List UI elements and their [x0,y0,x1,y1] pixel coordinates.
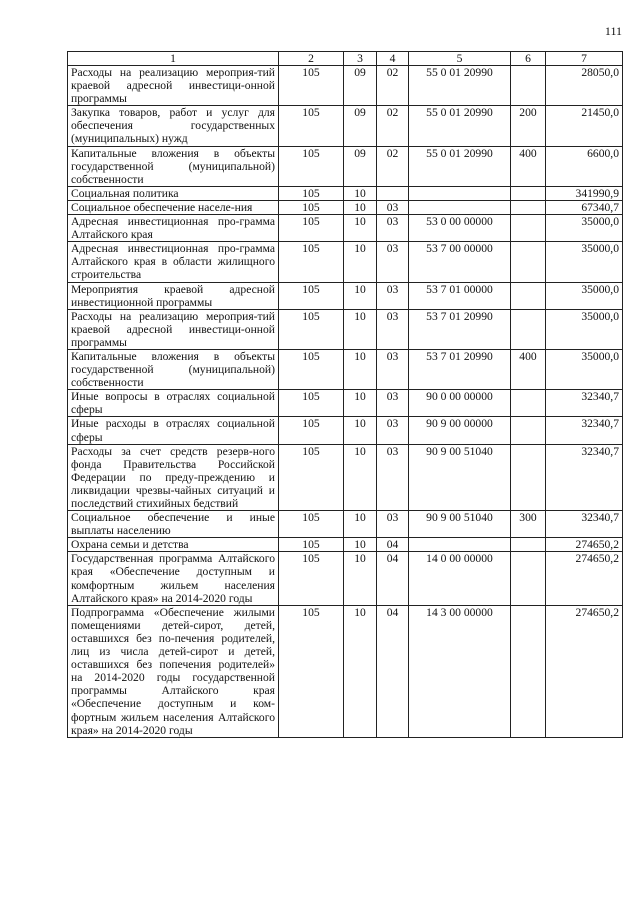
article-code-cell: 55 0 01 20990 [409,146,511,186]
subsection-code-cell: 03 [377,390,409,417]
subsection-code-cell: 04 [377,538,409,552]
table-row [68,282,623,309]
subsection-code-cell: 04 [377,552,409,605]
section-code-cell: 10 [344,186,377,200]
ministry-code-cell: 105 [279,349,344,389]
section-code-cell: 09 [344,66,377,106]
article-code-cell: 90 9 00 51040 [409,511,511,538]
section-code-cell: 10 [344,200,377,214]
article-code-cell: 53 7 01 20990 [409,309,511,349]
section-code-cell: 10 [344,309,377,349]
expense-type-cell [511,215,546,242]
ministry-code-cell: 105 [279,538,344,552]
article-code-cell: 53 7 01 20990 [409,349,511,389]
article-code-cell [409,538,511,552]
subsection-code-cell: 02 [377,66,409,106]
section-code-cell: 10 [344,215,377,242]
row-name-cell: Расходы на реализацию мероприя-тий краевой адресной инвестици-онной программы [68,309,279,349]
amount-cell: 35000,0 [546,215,623,242]
table-row [68,186,623,200]
expense-type-cell [511,66,546,106]
amount-cell: 32340,7 [546,390,623,417]
ministry-code-cell: 105 [279,215,344,242]
article-code-cell: 53 0 00 00000 [409,215,511,242]
section-code-cell: 10 [344,538,377,552]
subsection-code-cell: 04 [377,605,409,737]
subsection-code-cell [377,186,409,200]
section-code-cell: 09 [344,106,377,146]
ministry-code-cell: 105 [279,511,344,538]
amount-cell: 32340,7 [546,417,623,444]
row-name-cell: Государственная программа Алтайского края «Обеспечение доступным и комфортным жильем населения Алтайского края» на 2014-2020 годы [68,552,279,605]
table-row [68,309,623,349]
ministry-code-cell: 105 [279,200,344,214]
column-header: 3 [344,52,377,66]
section-code-cell: 10 [344,605,377,737]
column-header: 4 [377,52,409,66]
row-name-cell: Расходы за счет средств резерв-ного фонда Правительства Российской Федерации по преду-преждению и ликвидации чрезвы-чайных ситуаций и последствий стихийных бедствий [68,444,279,510]
header-row [68,52,623,66]
amount-cell: 35000,0 [546,309,623,349]
ministry-code-cell: 105 [279,552,344,605]
ministry-code-cell: 105 [279,417,344,444]
row-name-cell: Капитальные вложения в объекты государственной (муниципальной) собственности [68,349,279,389]
article-code-cell: 14 0 00 00000 [409,552,511,605]
table-row [68,106,623,146]
expense-type-cell: 300 [511,511,546,538]
section-code-cell: 09 [344,146,377,186]
subsection-code-cell: 03 [377,349,409,389]
expense-type-cell [511,552,546,605]
column-header: 1 [68,52,279,66]
expense-type-cell [511,282,546,309]
article-code-cell: 90 0 00 00000 [409,390,511,417]
article-code-cell: 53 7 00 00000 [409,242,511,282]
expense-type-cell [511,417,546,444]
ministry-code-cell: 105 [279,444,344,510]
row-name-cell: Охрана семьи и детства [68,538,279,552]
table-row [68,511,623,538]
amount-cell: 35000,0 [546,242,623,282]
section-code-cell: 10 [344,552,377,605]
amount-cell: 35000,0 [546,282,623,309]
article-code-cell: 55 0 01 20990 [409,106,511,146]
article-code-cell: 90 9 00 51040 [409,444,511,510]
amount-cell: 21450,0 [546,106,623,146]
row-name-cell: Капитальные вложения в объекты государственной (муниципальной) собственности [68,146,279,186]
subsection-code-cell: 02 [377,146,409,186]
row-name-cell: Расходы на реализацию мероприя-тий краевой адресной инвестици-онной программы [68,66,279,106]
ministry-code-cell: 105 [279,282,344,309]
expense-type-cell [511,444,546,510]
expense-type-cell [511,186,546,200]
expense-type-cell [511,390,546,417]
expense-type-cell: 400 [511,146,546,186]
article-code-cell [409,186,511,200]
row-name-cell: Социальное обеспечение и иные выплаты населению [68,511,279,538]
amount-cell: 32340,7 [546,511,623,538]
row-name-cell: Закупка товаров, работ и услуг для обеспечения государственных (муниципальных) нужд [68,106,279,146]
ministry-code-cell: 105 [279,186,344,200]
amount-cell: 6600,0 [546,146,623,186]
section-code-cell: 10 [344,511,377,538]
expense-type-cell [511,309,546,349]
expense-type-cell [511,605,546,737]
subsection-code-cell: 03 [377,242,409,282]
subsection-code-cell: 03 [377,215,409,242]
expense-type-cell: 200 [511,106,546,146]
row-name-cell: Социальное обеспечение населе-ния [68,200,279,214]
row-name-cell: Иные вопросы в отраслях социальной сферы [68,390,279,417]
ministry-code-cell: 105 [279,146,344,186]
table-row [68,390,623,417]
article-code-cell [409,200,511,214]
subsection-code-cell: 03 [377,417,409,444]
column-header: 2 [279,52,344,66]
subsection-code-cell: 03 [377,200,409,214]
subsection-code-cell: 03 [377,309,409,349]
section-code-cell: 10 [344,444,377,510]
subsection-code-cell: 02 [377,106,409,146]
row-name-cell: Социальная политика [68,186,279,200]
expense-type-cell [511,242,546,282]
table-row [68,146,623,186]
article-code-cell: 14 3 00 00000 [409,605,511,737]
ministry-code-cell: 105 [279,309,344,349]
amount-cell: 67340,7 [546,200,623,214]
ministry-code-cell: 105 [279,106,344,146]
row-name-cell: Мероприятия краевой адресной инвестиционной программы [68,282,279,309]
article-code-cell: 55 0 01 20990 [409,66,511,106]
row-name-cell: Иные расходы в отраслях социальной сферы [68,417,279,444]
subsection-code-cell: 03 [377,511,409,538]
column-header: 5 [409,52,511,66]
expense-type-cell [511,200,546,214]
amount-cell: 35000,0 [546,349,623,389]
page-number: 111 [604,24,622,38]
row-name-cell: Подпрограмма «Обеспечение жилыми помещениями детей-сирот, детей, оставшихся без по-печения родителей, лиц из числа детей-сирот и детей, оставшихся без попечения родителей» на 2014-2020 годы государственной программы Алтайского края «Обеспечение доступным и ком-фортным жильем населения Алтайского края» на 2014-2020 годы [68,605,279,737]
amount-cell: 32340,7 [546,444,623,510]
ministry-code-cell: 105 [279,605,344,737]
budget-table [67,51,623,738]
ministry-code-cell: 105 [279,66,344,106]
amount-cell: 274650,2 [546,605,623,737]
article-code-cell: 53 7 01 00000 [409,282,511,309]
section-code-cell: 10 [344,282,377,309]
table-row [68,66,623,106]
section-code-cell: 10 [344,390,377,417]
table-row [68,215,623,242]
section-code-cell: 10 [344,349,377,389]
table-row [68,552,623,605]
amount-cell: 274650,2 [546,552,623,605]
amount-cell: 28050,0 [546,66,623,106]
subsection-code-cell: 03 [377,282,409,309]
article-code-cell: 90 9 00 00000 [409,417,511,444]
table-row [68,605,623,737]
column-header: 7 [546,52,623,66]
ministry-code-cell: 105 [279,390,344,417]
table-row [68,200,623,214]
table-row [68,242,623,282]
table-row [68,349,623,389]
subsection-code-cell: 03 [377,444,409,510]
row-name-cell: Адресная инвестиционная про-грамма Алтайского края в области жилищного строительства [68,242,279,282]
amount-cell: 341990,9 [546,186,623,200]
row-name-cell: Адресная инвестиционная про-грамма Алтайского края [68,215,279,242]
expense-type-cell: 400 [511,349,546,389]
amount-cell: 274650,2 [546,538,623,552]
column-header: 6 [511,52,546,66]
section-code-cell: 10 [344,417,377,444]
table-row [68,417,623,444]
table-row [68,444,623,510]
expense-type-cell [511,538,546,552]
table-row [68,538,623,552]
ministry-code-cell: 105 [279,242,344,282]
section-code-cell: 10 [344,242,377,282]
